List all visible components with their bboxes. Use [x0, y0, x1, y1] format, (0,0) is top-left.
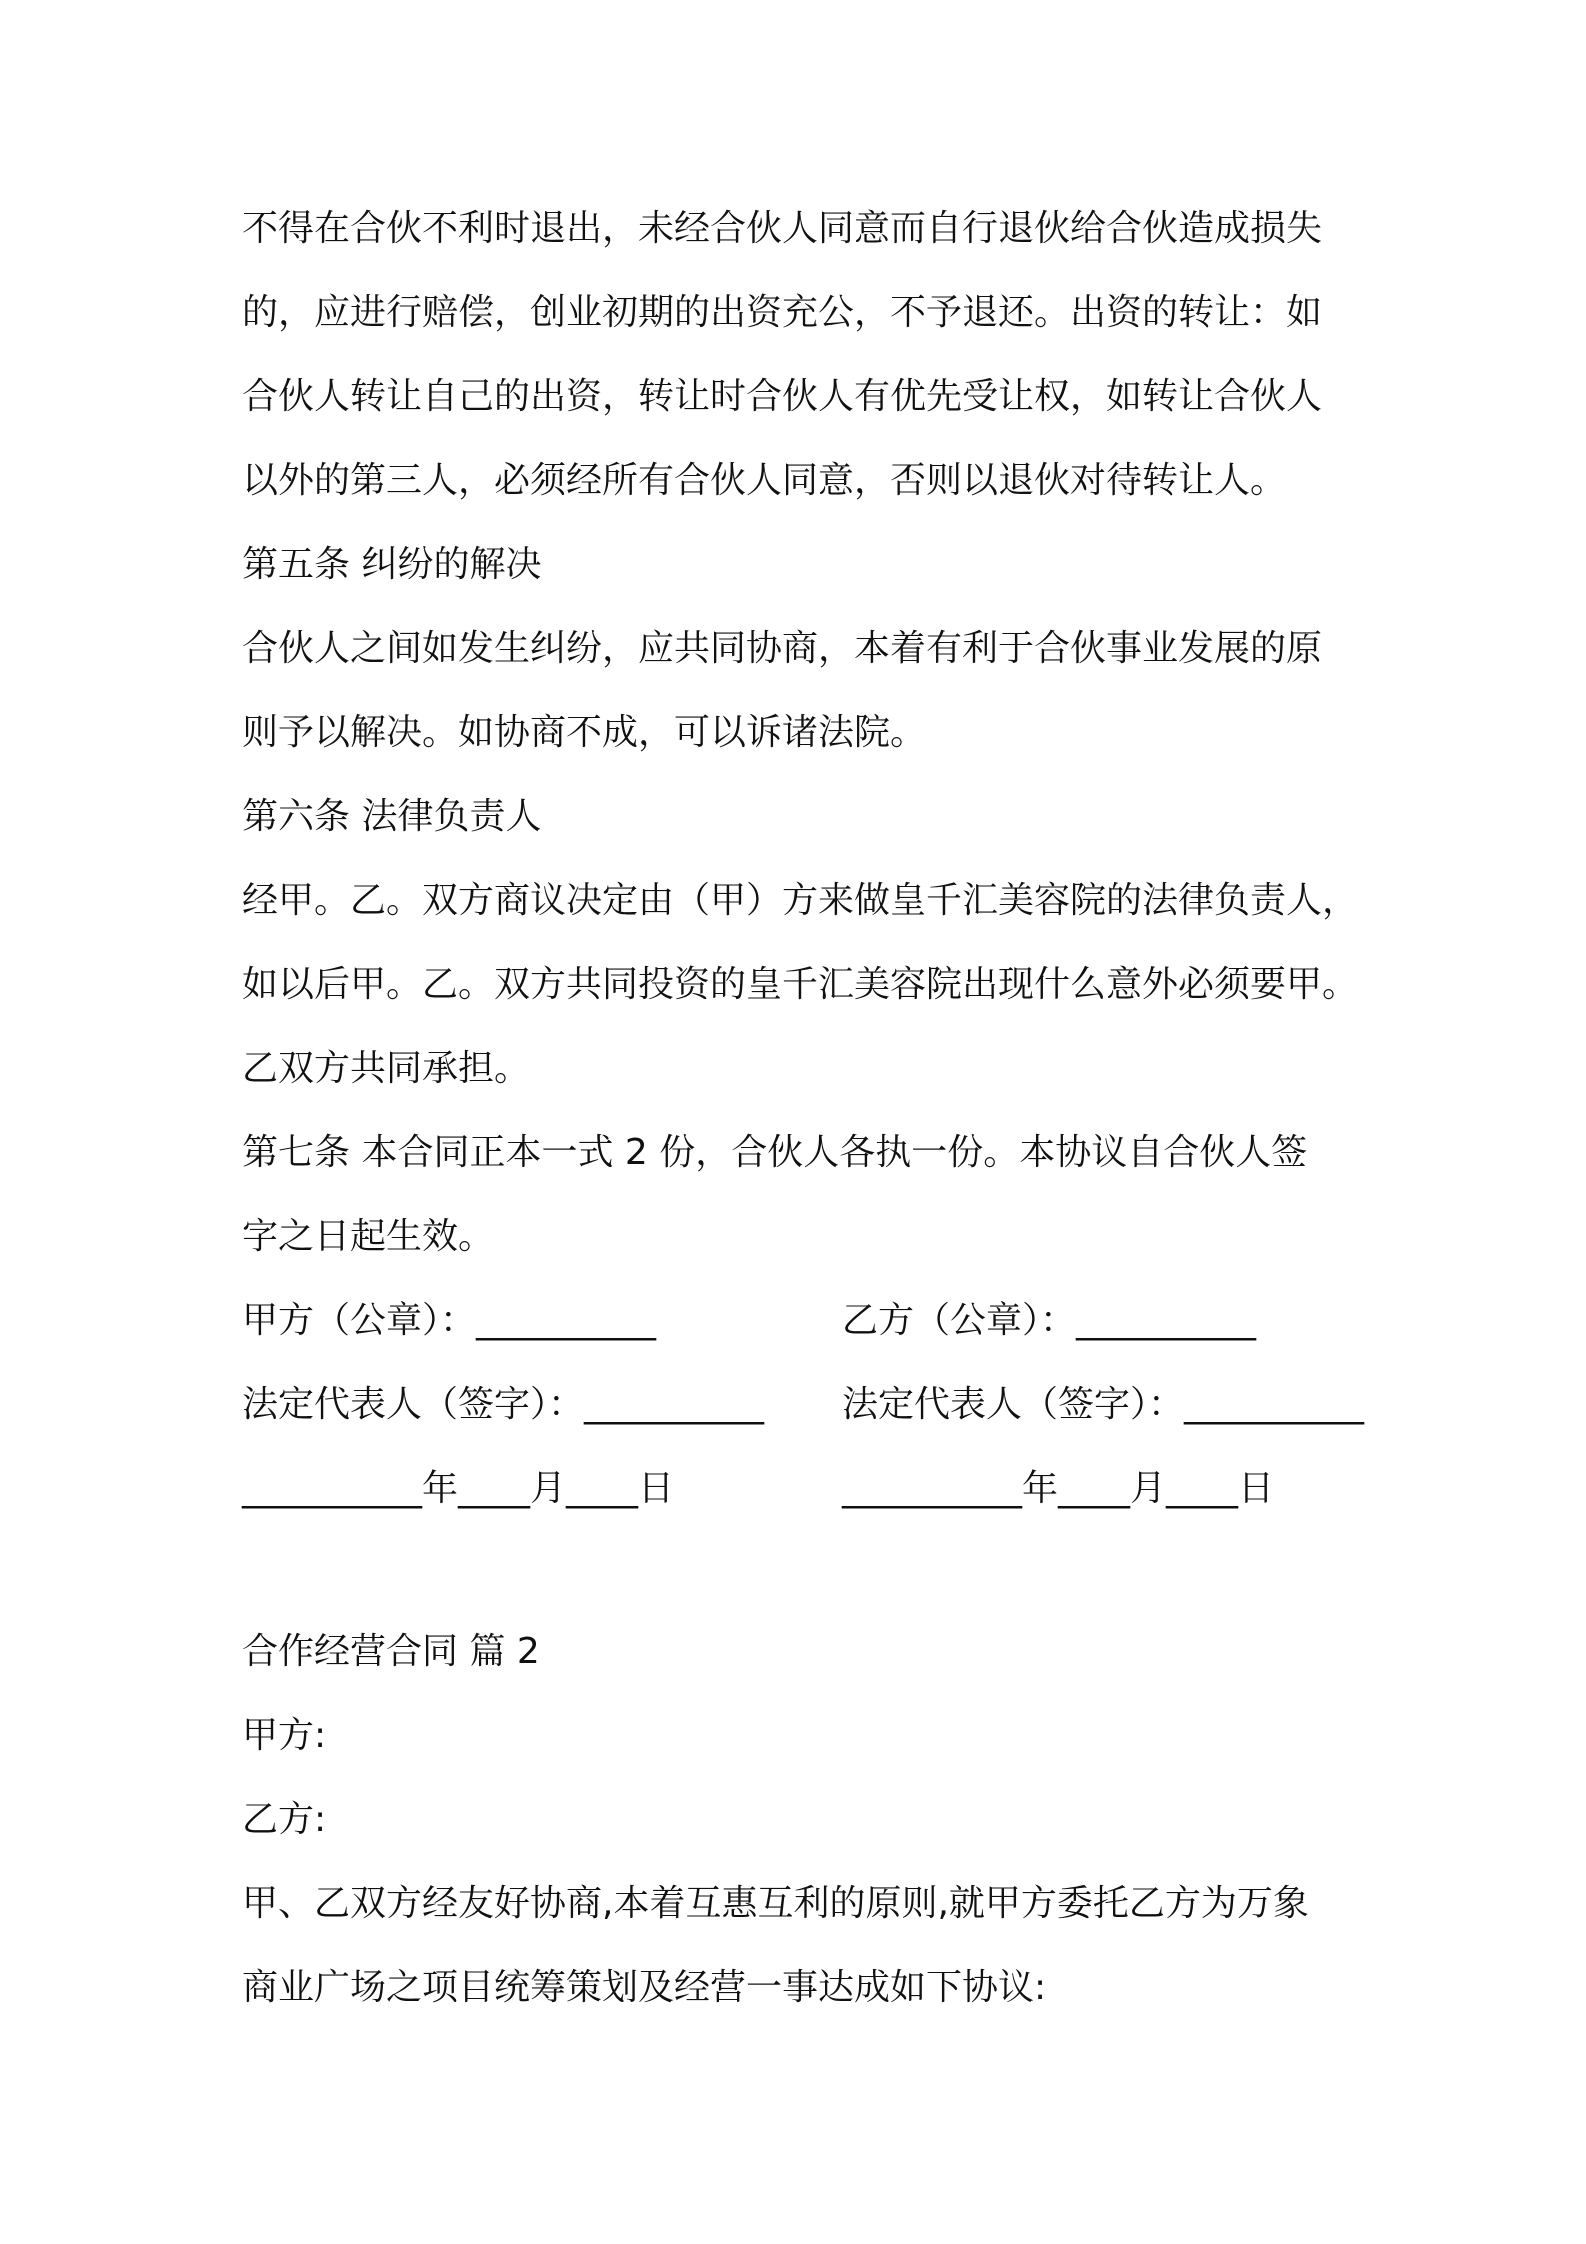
party-a-label: 甲方:	[242, 1715, 327, 1756]
party-b-date-field: __________年____月____日	[842, 1468, 1274, 1509]
signature-row-seal	[242, 1299, 1362, 1343]
paragraph-line: 第七条 本合同正本一式 2 份，合伙人各执一份。本协议自合伙人签	[242, 1132, 1308, 1173]
paragraph-line: 以外的第三人，必须经所有合伙人同意，否则以退伙对待转让人。	[242, 460, 1287, 501]
paragraph-line: 乙双方共同承担。	[242, 1048, 531, 1089]
paragraph-line: 合伙人之间如发生纠纷，应共同协商，本着有利于合伙事业发展的原	[242, 628, 1323, 669]
paragraph-line: 经甲。乙。双方商议决定由（甲）方来做皇千汇美容院的法律负责人，	[242, 880, 1359, 921]
signature-row-representative	[242, 1383, 1365, 1427]
paragraph-line: 字之日起生效。	[242, 1216, 495, 1257]
paragraph-line: 不得在合伙不利时退出，未经合伙人同意而自行退伙给合伙造成损失	[242, 208, 1323, 249]
party-b-label: 乙方:	[242, 1799, 327, 1840]
contract-title: 合作经营合同 篇 2	[242, 1631, 540, 1672]
party-a-seal-field: 甲方（公章）：__________	[242, 1300, 657, 1341]
party-b-representative-field: 法定代表人（签字）：__________	[842, 1384, 1365, 1425]
section-heading: 第五条 纠纷的解决	[242, 544, 542, 585]
party-b-seal-field: 乙方（公章）：__________	[842, 1300, 1257, 1341]
party-a-date-field: __________年____月____日	[242, 1468, 674, 1509]
paragraph-line: 的，应进行赔偿，创业初期的出资充公，不予退还。出资的转让：如	[242, 292, 1323, 333]
section-heading: 第六条 法律负责人	[242, 796, 542, 837]
paragraph-line: 商业广场之项目统筹策划及经营一事达成如下协议:	[242, 1967, 1047, 2008]
paragraph-line: 甲、乙双方经友好协商,本着互惠互利的原则,就甲方委托乙方为万象	[242, 1883, 1309, 1924]
paragraph-line: 合伙人转让自己的出资，转让时合伙人有优先受让权，如转让合伙人	[242, 376, 1323, 417]
signature-row-date	[242, 1467, 1362, 1511]
party-a-representative-field: 法定代表人（签字）：__________	[242, 1384, 765, 1425]
paragraph-line: 则予以解决。如协商不成，可以诉诸法院。	[242, 712, 927, 753]
paragraph-line: 如以后甲。乙。双方共同投资的皇千汇美容院出现什么意外必须要甲。	[242, 964, 1359, 1005]
